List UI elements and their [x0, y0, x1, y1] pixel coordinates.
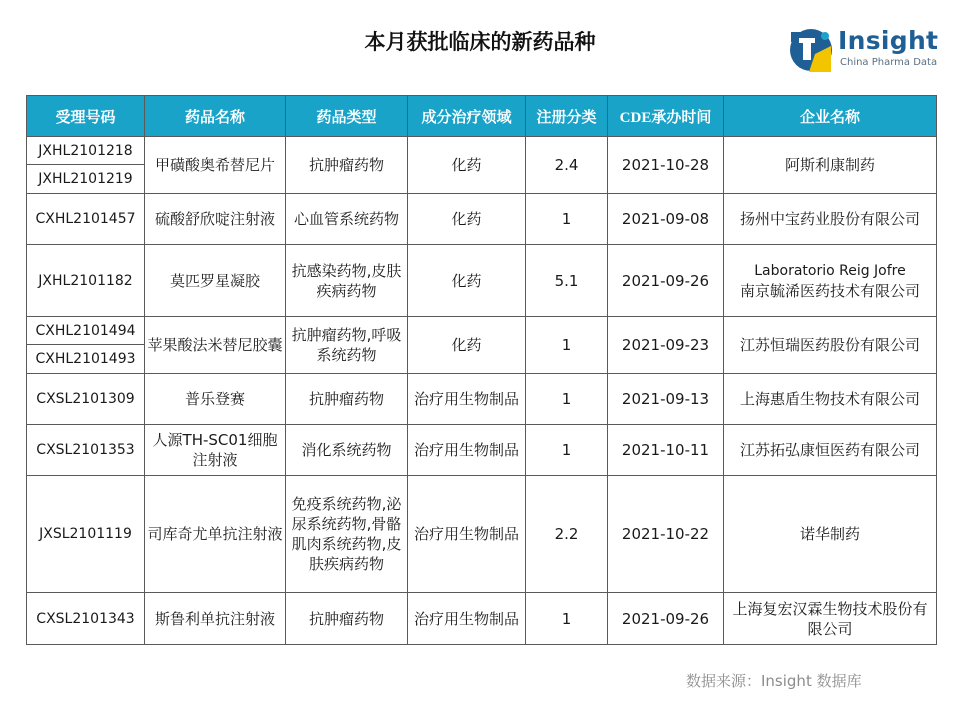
header-cde-date: CDE承办时间 [608, 96, 724, 137]
insight-logo [785, 22, 945, 78]
registration-class-cell: 1 [526, 425, 608, 476]
drug-name-cell: 司库奇尤单抗注射液 [145, 476, 286, 593]
application-no-cell: JXHL2101219 [27, 165, 145, 194]
cde-date-cell: 2021-09-26 [608, 593, 724, 645]
therapeutic-field-cell: 治疗用生物制品 [408, 476, 526, 593]
company-cell: 上海惠盾生物技术有限公司 [724, 374, 937, 425]
drug-name-cell: 斯鲁利单抗注射液 [145, 593, 286, 645]
table-row [27, 374, 937, 425]
header-drug-type: 药品类型 [286, 96, 408, 137]
company-cell: 阿斯利康制药 [724, 137, 937, 194]
drug-type-cell: 心血管系统药物 [286, 194, 408, 245]
drug-type-cell: 免疫系统药物,泌尿系统药物,骨骼肌肉系统药物,皮肤疾病药物 [286, 476, 408, 593]
application-no-cell: JXHL2101182 [27, 245, 145, 317]
table-row [27, 593, 937, 645]
registration-class-cell: 2.2 [526, 476, 608, 593]
application-no-cell: CXHL2101494 [27, 317, 145, 345]
table-row [27, 476, 937, 593]
registration-class-cell: 5.1 [526, 245, 608, 317]
therapeutic-field-cell: 治疗用生物制品 [408, 593, 526, 645]
header-drug-name: 药品名称 [145, 96, 286, 137]
insight-logo-icon [785, 24, 835, 74]
table-header-row [27, 96, 937, 137]
registration-class-cell: 1 [526, 374, 608, 425]
cde-date-cell: 2021-10-22 [608, 476, 724, 593]
drug-type-cell: 抗肿瘤药物 [286, 593, 408, 645]
drug-name-cell: 甲磺酸奥希替尼片 [145, 137, 286, 194]
registration-class-cell: 1 [526, 593, 608, 645]
application-no-cell: JXHL2101218 [27, 137, 145, 165]
header-application-no: 受理号码 [27, 96, 145, 137]
cde-date-cell: 2021-09-26 [608, 245, 724, 317]
application-no-cell: CXSL2101353 [27, 425, 145, 476]
header-company: 企业名称 [724, 96, 937, 137]
cde-date-cell: 2021-09-08 [608, 194, 724, 245]
table-row [27, 425, 937, 476]
drug-type-cell: 抗肿瘤药物,呼吸系统药物 [286, 317, 408, 374]
data-source-note: 数据来源：Insight 数据库 [686, 672, 862, 690]
company-line-domestic: 南京毓浠医药技术有限公司 [739, 281, 920, 300]
therapeutic-field-cell: 化药 [408, 137, 526, 194]
table-row [27, 317, 937, 345]
application-no-cell: CXSL2101343 [27, 593, 145, 645]
cde-date-cell: 2021-10-28 [608, 137, 724, 194]
therapeutic-field-cell: 化药 [408, 317, 526, 374]
header-therapeutic-field: 成分治疗领域 [408, 96, 526, 137]
logo-wordmark: Insight [838, 26, 939, 55]
therapeutic-field-cell: 化药 [408, 245, 526, 317]
drug-name-cell: 苹果酸法米替尼胶囊 [145, 317, 286, 374]
drug-table [26, 95, 937, 645]
drug-type-cell: 抗感染药物,皮肤疾病药物 [286, 245, 408, 317]
application-no-cell: CXHL2101493 [27, 345, 145, 374]
cde-date-cell: 2021-09-13 [608, 374, 724, 425]
drug-type-cell: 消化系统药物 [286, 425, 408, 476]
therapeutic-field-cell: 治疗用生物制品 [408, 374, 526, 425]
logo-subtitle: China Pharma Data [840, 57, 938, 68]
company-cell: 江苏拓弘康恒医药有限公司 [724, 425, 937, 476]
application-no-cell: CXSL2101309 [27, 374, 145, 425]
drug-name-cell: 莫匹罗星凝胶 [145, 245, 286, 317]
company-line-foreign: Laboratorio Reig Jofre [754, 262, 906, 279]
drug-type-cell: 抗肿瘤药物 [286, 137, 408, 194]
registration-class-cell: 1 [526, 317, 608, 374]
table-row [27, 137, 937, 165]
drug-type-cell: 抗肿瘤药物 [286, 374, 408, 425]
cde-date-cell: 2021-09-23 [608, 317, 724, 374]
table-row [27, 194, 937, 245]
cde-date-cell: 2021-10-11 [608, 425, 724, 476]
page-title: 本月获批临床的新药品种 [364, 30, 596, 54]
company-cell: 江苏恒瑞医药股份有限公司 [724, 317, 937, 374]
company-cell: 扬州中宝药业股份有限公司 [724, 194, 937, 245]
application-no-cell: CXHL2101457 [27, 194, 145, 245]
therapeutic-field-cell: 化药 [408, 194, 526, 245]
therapeutic-field-cell: 治疗用生物制品 [408, 425, 526, 476]
drug-name-cell: 硫酸舒欣啶注射液 [145, 194, 286, 245]
table-row [27, 245, 937, 317]
company-cell: 上海复宏汉霖生物技术股份有限公司 [724, 593, 937, 645]
registration-class-cell: 1 [526, 194, 608, 245]
header-registration-class: 注册分类 [526, 96, 608, 137]
company-cell [724, 245, 937, 317]
application-no-cell: JXSL2101119 [27, 476, 145, 593]
drug-name-cell: 人源TH-SC01细胞注射液 [145, 425, 286, 476]
drug-name-cell: 普乐登赛 [145, 374, 286, 425]
registration-class-cell: 2.4 [526, 137, 608, 194]
company-cell: 诺华制药 [724, 476, 937, 593]
